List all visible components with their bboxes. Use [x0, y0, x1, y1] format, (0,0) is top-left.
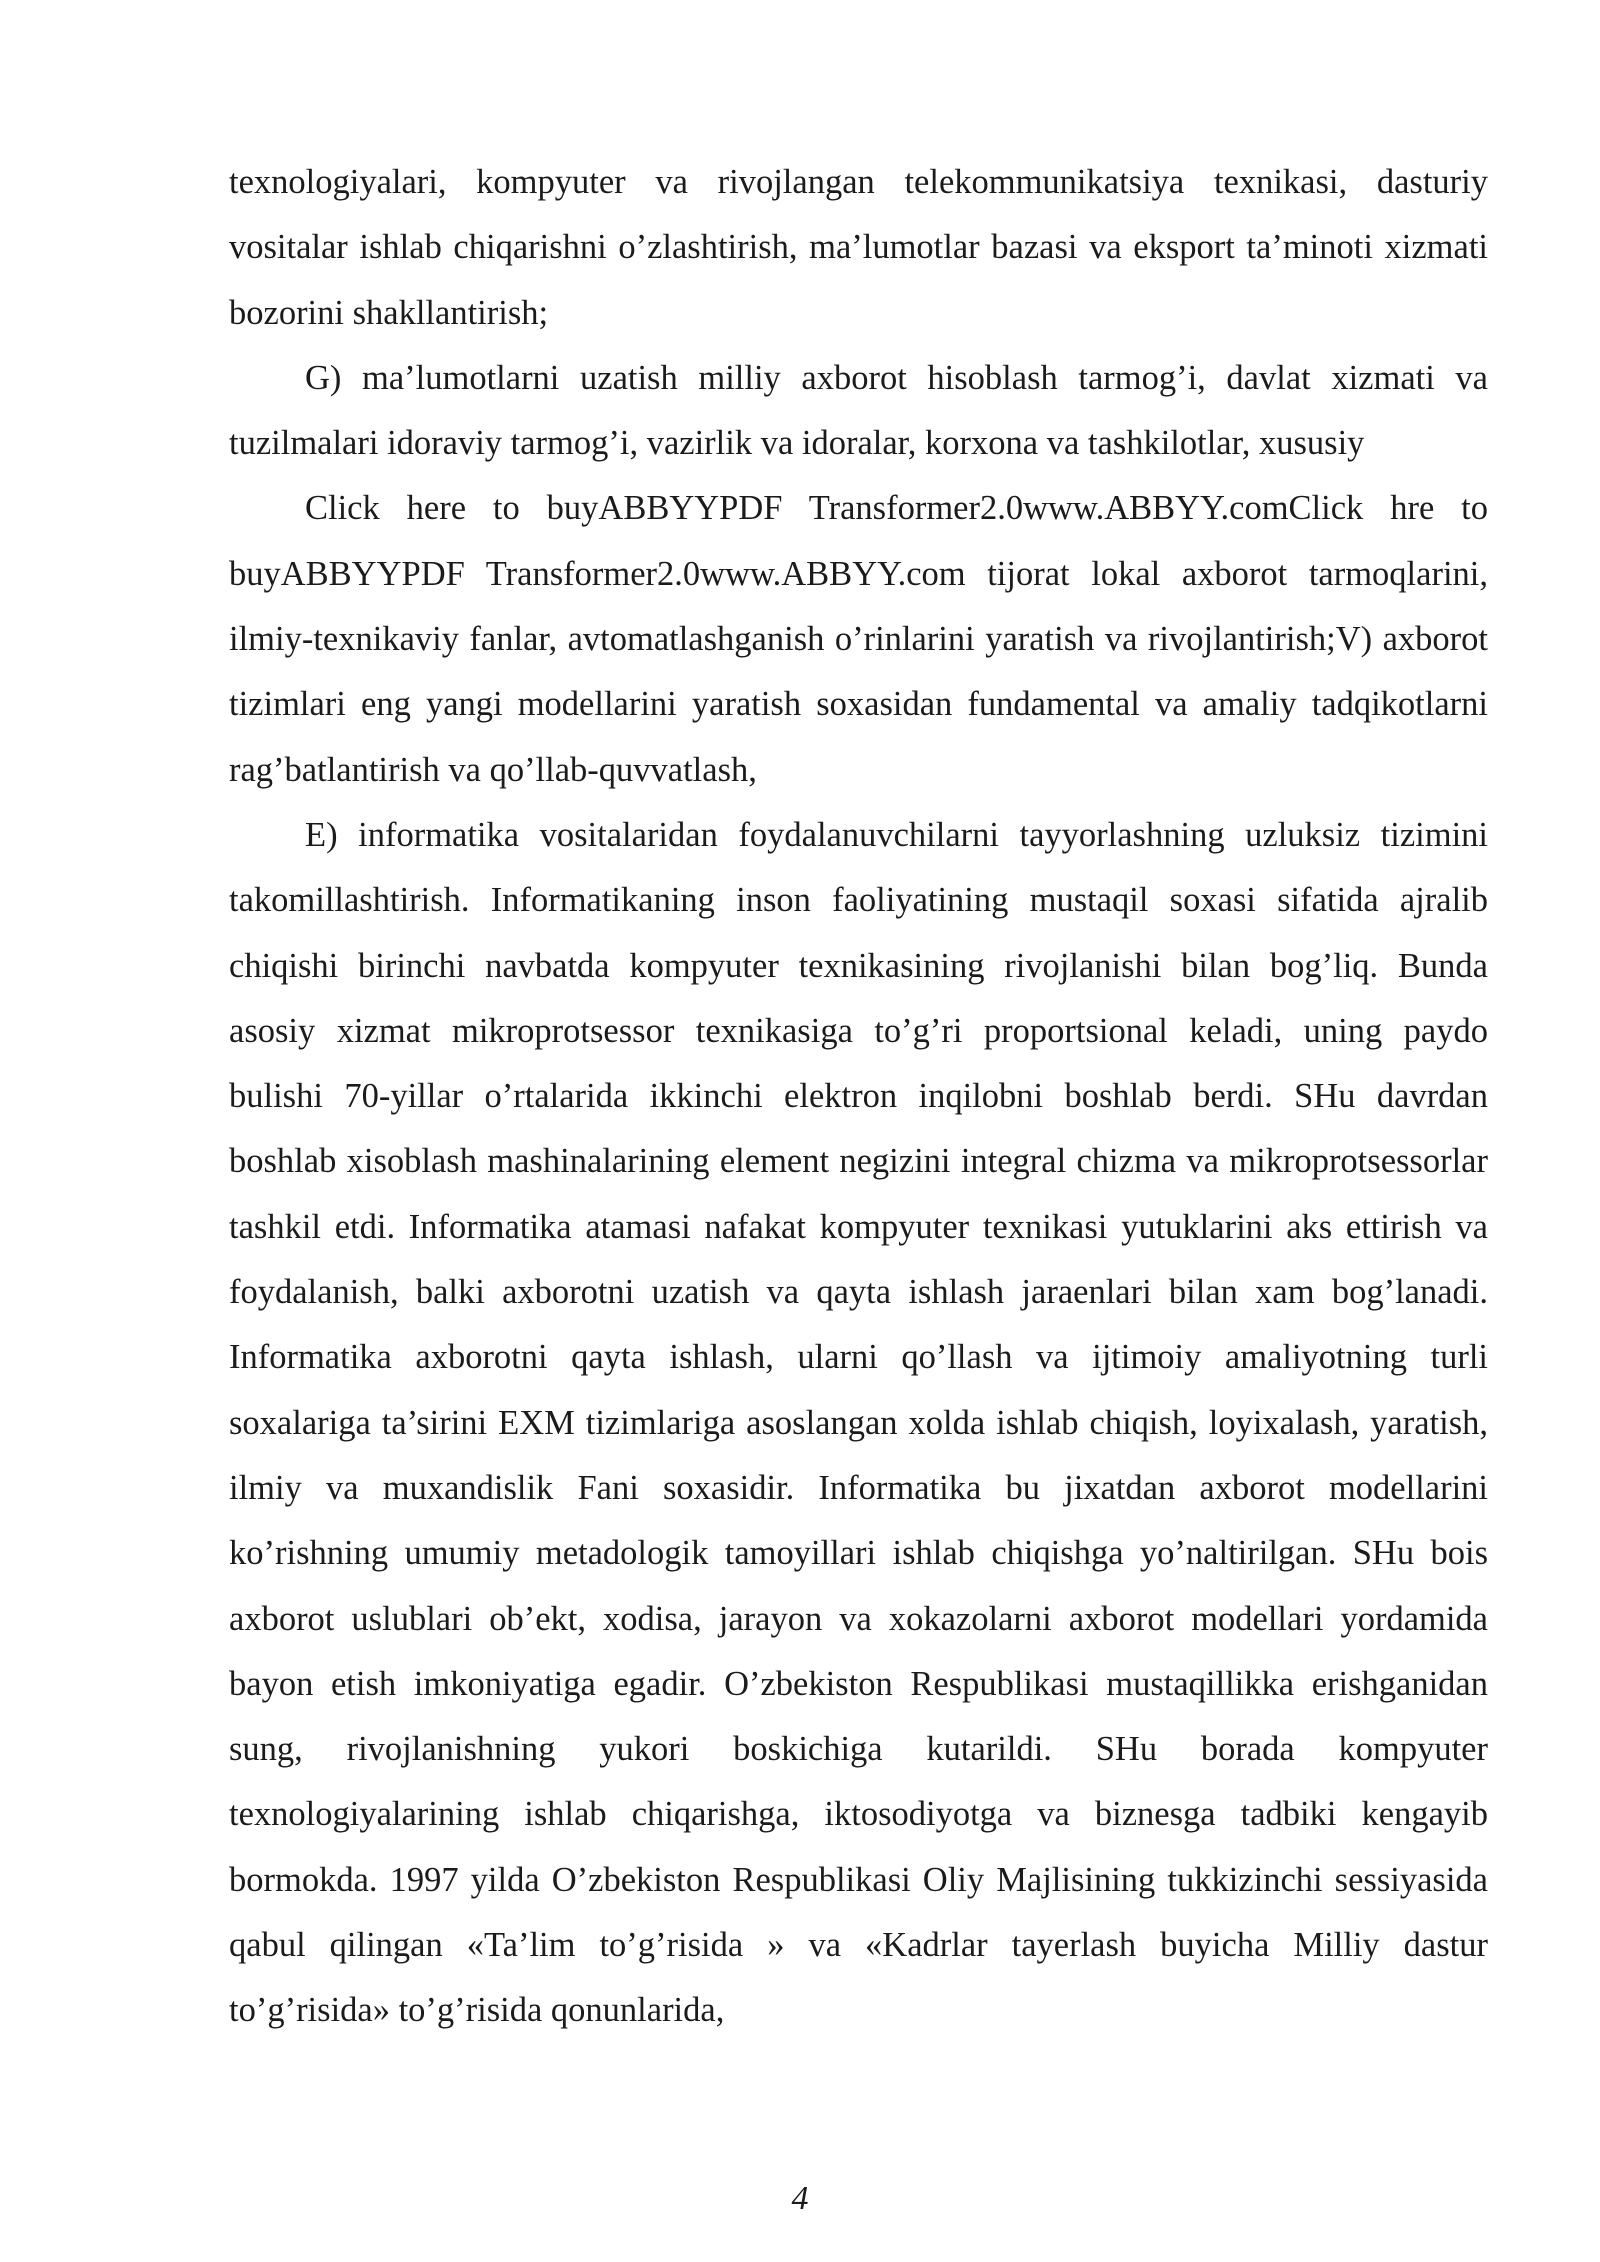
paragraph-click-here: Click here to buyABBYYPDF Transformer2.0www.ABBYY.comClick hre to buyABBYYPDF Transformer2.0www.ABBYY.com tijorat lokal axborot tarmoqlarini, ilmiy-texnikaviy fanlar, avtomatlashganish o’rinlarini yaratish va rivojlantirish;V) axborot tizimlari eng yangi modellarini yaratish soxasidan fundamental va amaliy tadqikotlarni rag’batlantirish va qo’llab-quvvatlash, — [229, 489, 1488, 789]
paragraph-e: E) informatika vositalaridan foydalanuvchilarni tayyorlashning uzluksiz tizimini takomillashtirish. Informatikaning inson faoliyatining mustaqil soxasi sifatida ajralib chiqishi birinchi navbatda kompyuter texnikasining rivojlanishi bilan bog’liq. Bunda asosiy xizmat mikroprotsessor texnikasiga to’g’ri proportsional keladi, uning paydo bulishi 70-yillar o’rtalarida ikkinchi elektron inqilobni boshlab berdi. SHu davrdan boshlab xisoblash mashinalarining element negizini integral chizma va mikroprotsessorlar tashkil etdi. Informatika atamasi nafakat kompyuter texnikasi yutuklarini aks ettirish va foydalanish, balki axborotni uzatish va qayta ishlash jaraenlari bilan xam bog’lanadi. Informatika axborotni qayta ishlash, ularni qo’llash va ijtimoiy amaliyotning turli soxalariga ta’sirini EXM tizimlariga asoslangan xolda ishlab chiqish, loyixalash, yaratish, ilmiy va muxandislik Fani soxasidir. Informatika bu jixatdan axborot modellarini ko’rishning umumiy metadologik tamoyillari ishlab chiqishga yo’naltirilgan. SHu bois axborot uslublari ob’ekt, xodisa, jarayon va xokazolarni axborot modellari yordamida bayon etish imkoniyatiga egadir. O’zbekiston Respublikasi mustaqillikka erishganidan sung, rivojlanishning yukori boskichiga kutarildi. SHu borada kompyuter texnologiyalarining ishlab chiqarishga, iktosodiyotga va biznesga tadbiki kengayib bormokda. 1997 yilda O’zbekiston Respublikasi Oliy Majlisining tukkizinchi sessiyasida qabul qilingan «Ta’lim to’g’risida » va «Kadrlar tayerlash buyicha Milliy dastur to’g’risida» to’g’risida qonunlarida, — [229, 815, 1488, 2030]
body-text — [229, 150, 1488, 2044]
page-number: 4 — [791, 2180, 809, 2217]
paragraph-continuation: texnologiyalari, kompyuter va rivojlangan telekommunikatsiya texnikasi, dasturiy vositalar ishlab chiqarishni o’zlashtirish, ma’lumotlar bazasi va eksport ta’minoti xizmati bozorini shakllantirish; — [229, 163, 1488, 332]
paragraph-g: G) ma’lumotlarni uzatish milliy axborot hisoblash tarmog’i, davlat xizmati va tuzilmalari idoraviy tarmog’i, vazirlik va idoralar, korxona va tashkilotlar, xususiy — [229, 358, 1488, 463]
